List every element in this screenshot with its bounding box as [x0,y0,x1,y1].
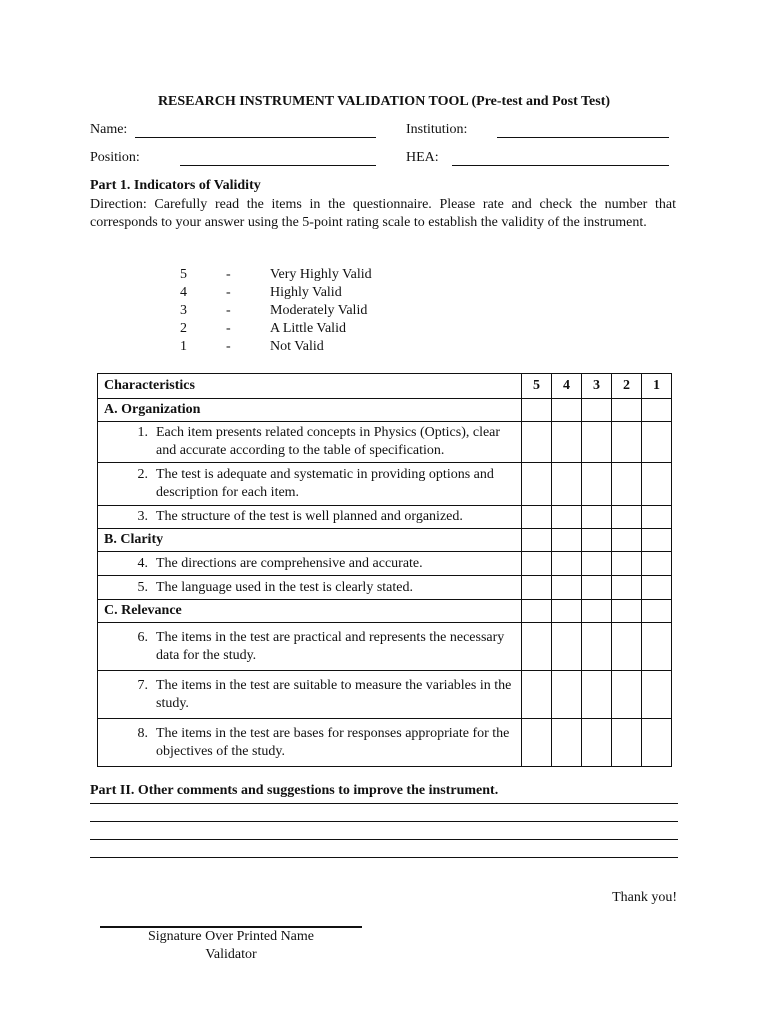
scale-row [180,320,440,338]
rating-checkbox-1[interactable] [642,463,672,506]
rating-header-1: 1 [642,374,672,399]
scale-dash: - [226,285,231,300]
item-number: 7. [137,677,148,693]
item-text: The test is adequate and systematic in providing options and description for each item. [156,467,494,500]
scale-dash: - [226,267,231,282]
rating-checkbox-5[interactable] [522,552,552,576]
rating-checkbox-5[interactable] [522,671,552,719]
hea-label: HEA: [406,150,439,165]
rating-cell [582,399,612,422]
scale-dash: - [226,321,231,336]
comment-line[interactable] [90,803,678,804]
item-number: 3. [137,509,148,524]
rating-cell [612,399,642,422]
rating-cell [552,399,582,422]
item-text: The items in the test are suitable to measure the variables in the study. [156,677,512,711]
rating-checkbox-2[interactable] [612,506,642,529]
comment-line[interactable] [90,821,678,822]
rating-checkbox-2[interactable] [612,623,642,671]
rating-header-4: 4 [552,374,582,399]
rating-checkbox-4[interactable] [552,623,582,671]
scale-label: A Little Valid [270,321,346,336]
validity-rating-table [97,373,672,767]
item-cell [98,506,522,529]
scale-label: Highly Valid [270,285,342,300]
document-title: RESEARCH INSTRUMENT VALIDATION TOOL (Pre-test and Post Test) [157,94,611,109]
item-number: 2. [137,467,148,482]
item-number: 1. [137,425,148,440]
signature-label: Signature Over Printed Name [147,929,314,944]
position-field[interactable] [180,150,376,166]
characteristics-header: Characteristics [98,374,522,399]
rating-checkbox-5[interactable] [522,506,552,529]
rating-checkbox-4[interactable] [552,552,582,576]
table-row [98,506,672,529]
rating-checkbox-3[interactable] [582,422,612,463]
institution-label: Institution: [406,122,468,137]
rating-cell [582,529,612,552]
item-text: Each item presents related concepts in Physics (Optics), clear and accurate according to the table of specification. [156,425,501,458]
direction-text: Direction: Carefully read the items in the questionnaire. Please rate and check the number that corresponds to your answer using the 5-point rating scale to establish the validity of the instrument. [90,197,676,230]
table-row [98,623,672,671]
rating-checkbox-4[interactable] [552,422,582,463]
rating-checkbox-5[interactable] [522,576,552,600]
scale-number: 5 [180,267,187,282]
table-row [98,576,672,600]
rating-cell [522,600,552,623]
table-row [98,552,672,576]
item-text: The items in the test are practical and represents the necessary data for the study. [156,629,505,663]
item-cell [98,552,522,576]
rating-cell [642,399,672,422]
rating-checkbox-5[interactable] [522,719,552,767]
scale-number: 4 [180,285,187,300]
item-number: 5. [137,579,148,595]
rating-checkbox-1[interactable] [642,506,672,529]
rating-cell [552,600,582,623]
scale-label: Not Valid [270,339,324,354]
rating-cell [642,600,672,623]
section-label: A. Organization [98,399,522,422]
validator-label: Validator [205,947,257,962]
rating-checkbox-4[interactable] [552,463,582,506]
section-label: B. Clarity [98,529,522,552]
rating-checkbox-3[interactable] [582,552,612,576]
position-label: Position: [90,150,140,165]
rating-checkbox-2[interactable] [612,671,642,719]
item-cell [98,623,522,671]
item-cell [98,463,522,506]
rating-checkbox-3[interactable] [582,576,612,600]
table-row [98,463,672,506]
signature-block [100,928,362,964]
comment-line[interactable] [90,857,678,858]
item-cell [98,576,522,600]
part1-title: Part 1. Indicators of Validity [90,178,261,193]
rating-cell [612,529,642,552]
scale-dash: - [226,339,231,354]
rating-cell [522,529,552,552]
part2-title: Part II. Other comments and suggestions to improve the instrument. [90,783,499,798]
rating-checkbox-2[interactable] [612,576,642,600]
table-row [98,422,672,463]
rating-checkbox-1[interactable] [642,671,672,719]
name-label: Name: [90,122,128,137]
section-row-clarity [98,529,672,552]
scale-label: Very Highly Valid [270,267,372,282]
item-cell [98,671,522,719]
rating-checkbox-3[interactable] [582,506,612,529]
comment-line[interactable] [90,839,678,840]
item-number: 6. [137,629,148,645]
rating-header-3: 3 [582,374,612,399]
rating-cell [612,600,642,623]
section-row-organization [98,399,672,422]
hea-field[interactable] [452,150,669,166]
rating-checkbox-2[interactable] [612,719,642,767]
table-row [98,671,672,719]
rating-checkbox-4[interactable] [552,671,582,719]
rating-header-2: 2 [612,374,642,399]
rating-checkbox-5[interactable] [522,623,552,671]
rating-cell [552,529,582,552]
item-text: The items in the test are bases for responses appropriate for the objectives of the study. [156,725,510,759]
item-cell [98,422,522,463]
scale-number: 3 [180,303,187,318]
item-number: 8. [137,725,148,741]
rating-checkbox-2[interactable] [612,463,642,506]
rating-checkbox-4[interactable] [552,576,582,600]
rating-checkbox-3[interactable] [582,623,612,671]
rating-checkbox-2[interactable] [612,422,642,463]
rating-checkbox-3[interactable] [582,671,612,719]
scale-number: 1 [180,339,187,354]
item-text: The structure of the test is well planned and organized. [156,509,463,524]
rating-checkbox-3[interactable] [582,719,612,767]
scale-row [180,284,440,302]
rating-checkbox-4[interactable] [552,719,582,767]
name-institution-row [90,122,680,142]
rating-checkbox-1[interactable] [642,623,672,671]
table-row [98,719,672,767]
position-hea-row [90,150,680,170]
rating-header-5: 5 [522,374,552,399]
item-text: The directions are comprehensive and accurate. [156,555,423,571]
item-number: 4. [137,555,148,571]
rating-checkbox-1[interactable] [642,422,672,463]
scale-row [180,302,440,320]
rating-checkbox-1[interactable] [642,576,672,600]
scale-row [180,338,440,356]
rating-checkbox-3[interactable] [582,463,612,506]
item-cell [98,719,522,767]
table-header-row [98,374,672,399]
rating-checkbox-2[interactable] [612,552,642,576]
section-label: C. Relevance [98,600,522,623]
thank-you-text: Thank you! [612,890,677,905]
scale-dash: - [226,303,231,318]
scale-label: Moderately Valid [270,303,368,318]
scale-row [180,266,440,284]
scale-number: 2 [180,321,187,336]
name-field[interactable] [135,122,376,138]
rating-scale-legend [180,266,440,356]
institution-field[interactable] [497,122,669,138]
rating-checkbox-5[interactable] [522,422,552,463]
rating-cell [642,529,672,552]
rating-checkbox-1[interactable] [642,552,672,576]
rating-cell [522,399,552,422]
item-text: The language used in the test is clearly stated. [156,579,413,595]
section-row-relevance [98,600,672,623]
rating-checkbox-5[interactable] [522,463,552,506]
rating-checkbox-1[interactable] [642,719,672,767]
rating-checkbox-4[interactable] [552,506,582,529]
rating-cell [582,600,612,623]
